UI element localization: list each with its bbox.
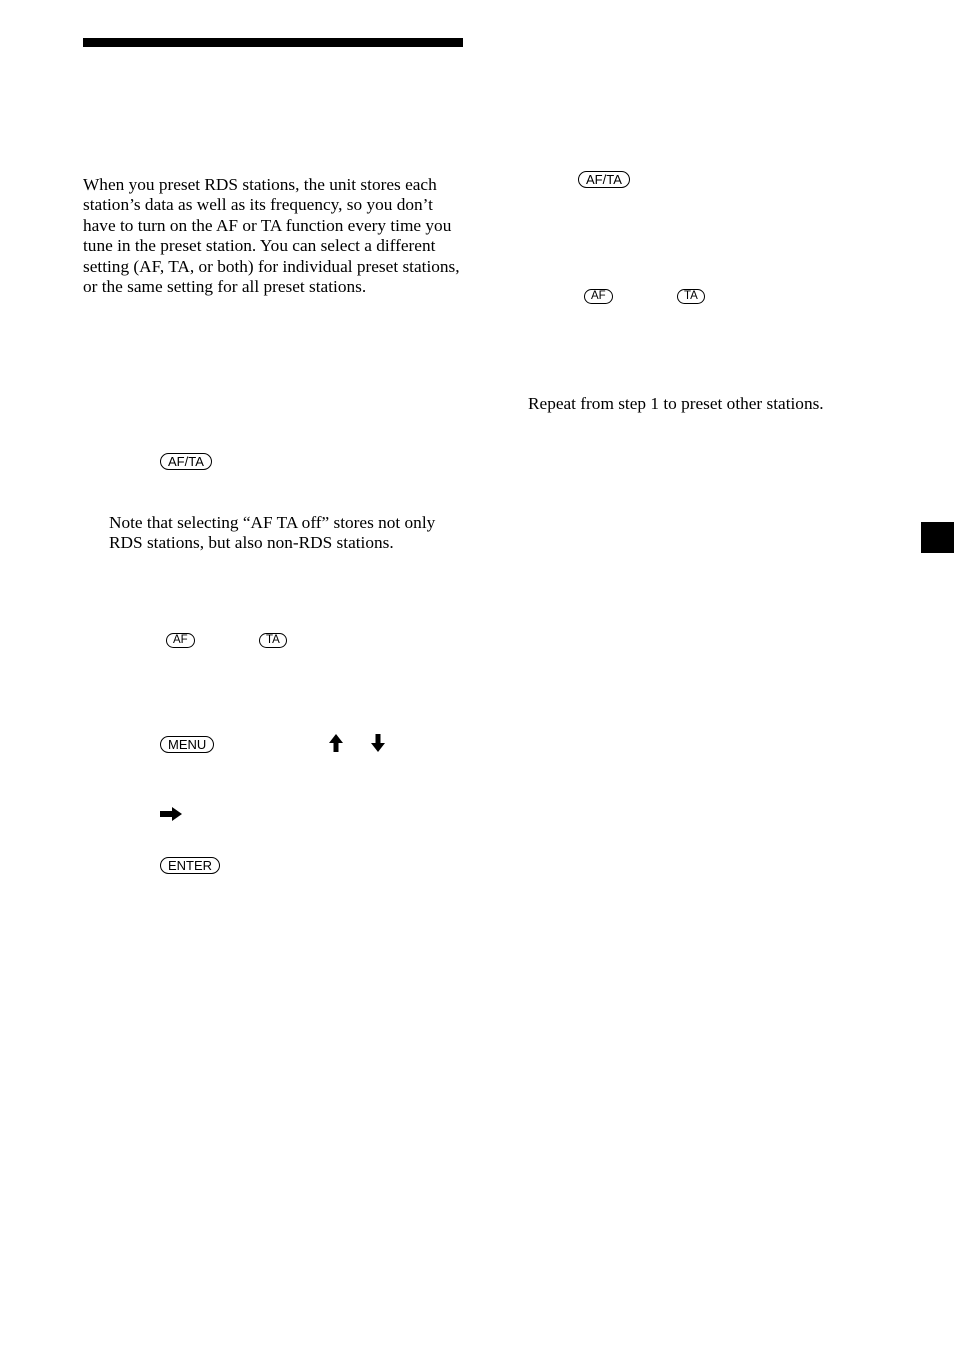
section-title-rule (83, 38, 463, 47)
ta-button-right: TA (677, 289, 705, 304)
enter-button: ENTER (160, 857, 220, 874)
section-thumb-tab (921, 522, 954, 553)
intro-paragraph: When you preset RDS stations, the unit stores each station’s data as well as its frequency, so you don’t have to turn on the AF or TA function every time you tune in the preset station. You can select a different setting (AF, TA, or both) for individual preset stations, or the same setting for all preset stations. (83, 175, 460, 297)
repeat-instruction: Repeat from step 1 to preset other stations. (528, 394, 824, 413)
note-paragraph: Note that selecting “AF TA off” stores not only RDS stations, but also non-RDS stations. (109, 513, 436, 553)
down-arrow-icon (370, 733, 386, 753)
af-ta-button: AF/TA (160, 453, 212, 470)
ta-button: TA (259, 633, 287, 648)
up-arrow-icon (328, 733, 344, 753)
menu-button: MENU (160, 736, 214, 753)
af-ta-button-right: AF/TA (578, 171, 630, 188)
af-button-right: AF (584, 289, 613, 304)
right-arrow-icon (159, 806, 183, 822)
af-button: AF (166, 633, 195, 648)
